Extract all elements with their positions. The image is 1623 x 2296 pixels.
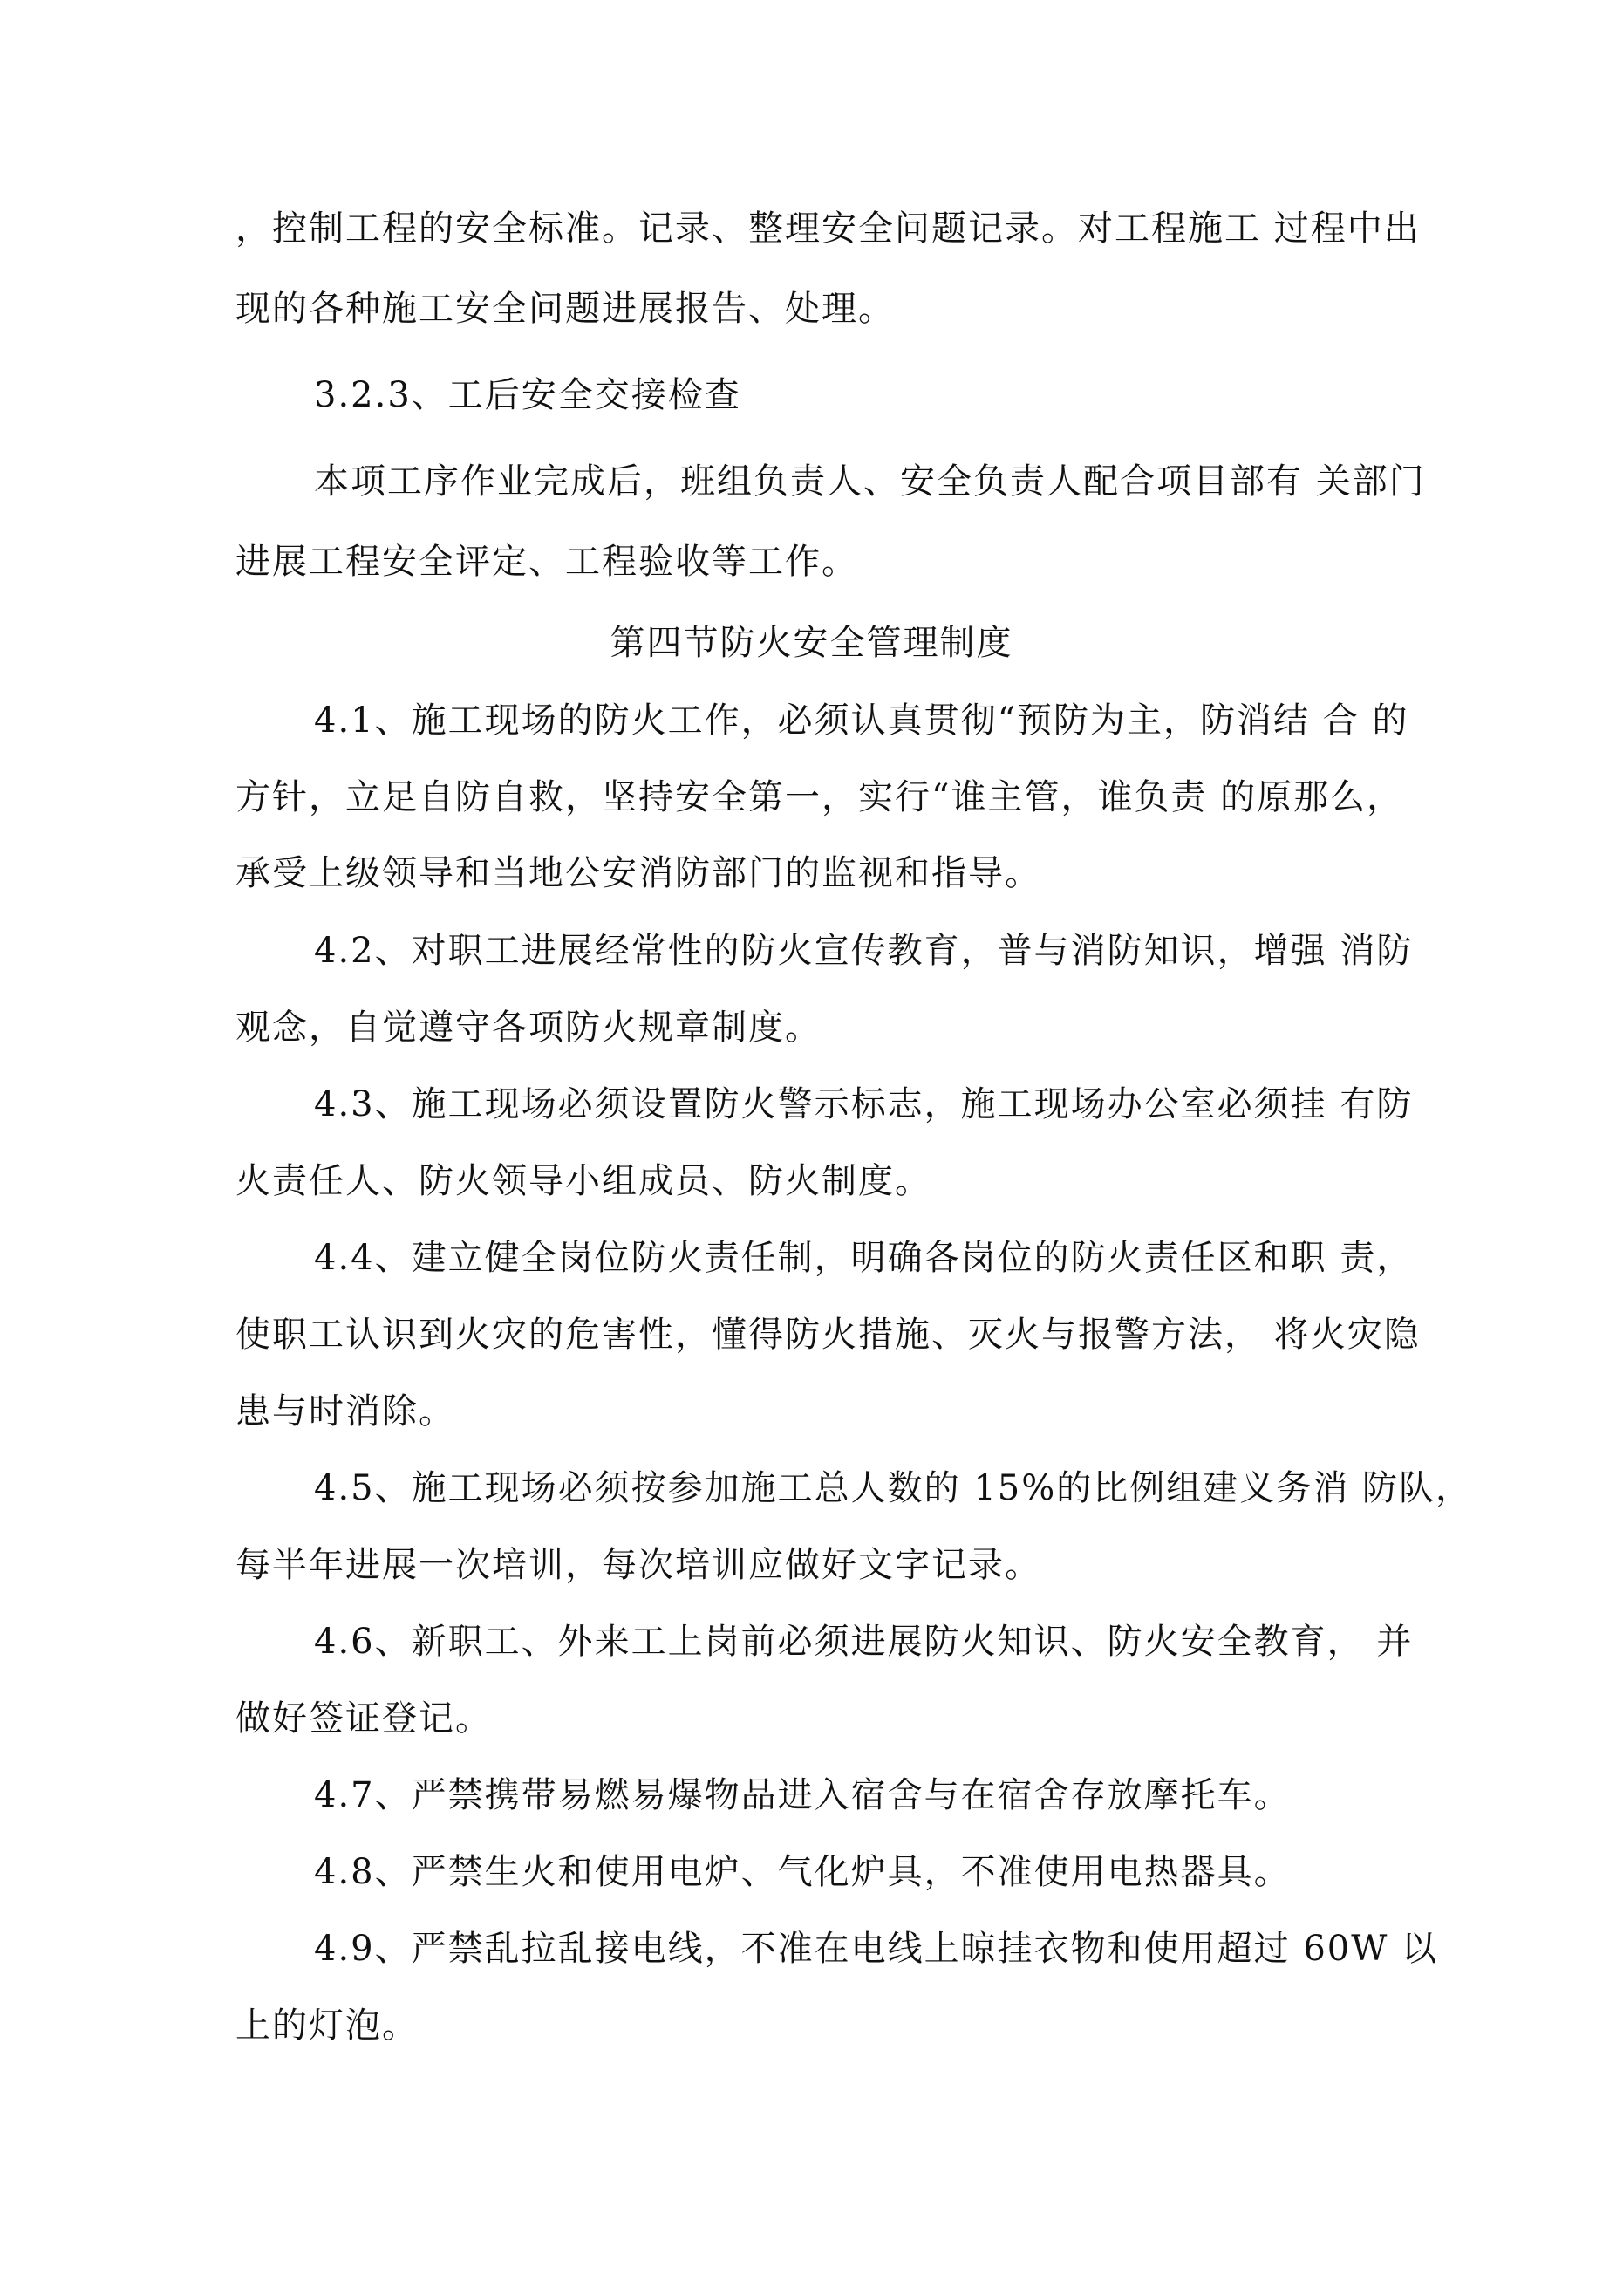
text-line-4-6: 4.6、新职工、外来工上岗前必须进展防火知识、防火安全教育， 并 [314,1622,1414,1662]
text-line-5: 进展工程安全评定、工程验收等工作。 [235,542,858,582]
text-line-4-3: 4.3、施工现场必须设置防火警示标志，施工现场办公室必须挂 有防 [314,1084,1414,1124]
text-line-4-9: 4.9、严禁乱拉乱接电线，不准在电线上晾挂衣物和使用超过 60W 以 [314,1929,1439,1969]
text-line-4-8: 4.8、严禁生火和使用电炉、气化炉具，不准使用电热器具。 [314,1852,1291,1892]
text-line-4-5: 4.5、施工现场必须按参加施工总人数的 15%的比例组建义务消 防队， [314,1468,1472,1508]
text-line-4-4: 4.4、建立健全岗位防火责任制，明确各岗位的防火责任区和职 责， [314,1238,1414,1278]
text-line-24: 上的灯泡。 [235,2006,419,2046]
chapter-heading-section-4: 第四节防火安全管理制度 [610,623,1013,663]
text-line-20: 做好签证登记。 [235,1698,492,1739]
text-line-16: 患与时消除。 [235,1391,455,1432]
text-line-4: 本项工序作业完成后，班组负责人、安全负责人配合项目部有 关部门 [314,461,1426,502]
text-line-4-7: 4.7、严禁携带易燃易爆物品进入宿舍与在宿舍存放摩托车。 [314,1775,1291,1815]
text-line-9: 承受上级领导和当地公安消防部门的监视和指导。 [235,853,1041,893]
text-line-18: 每半年进展一次培训，每次培训应做好文字记录。 [235,1545,1041,1585]
text-line-4-1: 4.1、施工现场的防火工作，必须认真贯彻“预防为主，防消结 合 的 [314,700,1409,741]
text-line-13: 火责任人、防火领导小组成员、防火制度。 [235,1161,931,1201]
text-line-8: 方针，立足自防自救，坚持安全第一，实行“谁主管，谁负责 的原那么， [235,777,1404,817]
text-line-11: 观念，自觉遵守各项防火规章制度。 [235,1008,822,1048]
text-line-2: 现的各种施工安全问题进展报告、处理。 [235,289,895,329]
text-line-4-2: 4.2、对职工进展经常性的防火宣传教育，普与消防知识，增强 消防 [314,931,1414,971]
text-line-1: ，控制工程的安全标准。记录、整理安全问题记录。对工程施工 过程中出 [235,208,1421,249]
section-heading-3-2-3: 3.2.3、工后安全交接检查 [314,375,741,415]
text-line-15: 使职工认识到火灾的危害性，懂得防火措施、灭火与报警方法， 将火灾隐 [235,1315,1421,1355]
